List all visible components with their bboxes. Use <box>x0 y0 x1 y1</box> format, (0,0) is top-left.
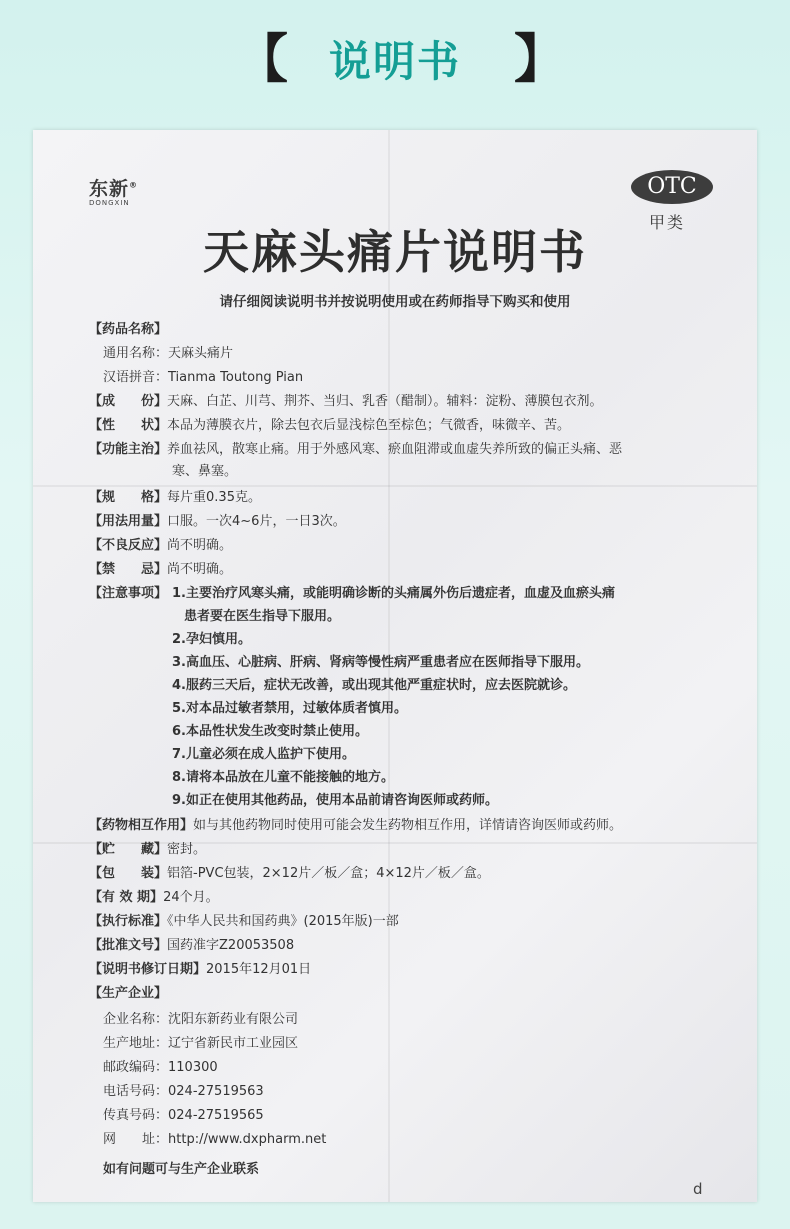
note-item: 3.高血压、心脏病、肝病、肾病等慢性病严重患者应在医师指导下服用。 <box>172 655 589 670</box>
note-item: 7.儿童必须在成人监护下使用。 <box>172 747 355 762</box>
note-item: 9.如正在使用其他药品，使用本品前请咨询医师或药师。 <box>172 793 498 808</box>
left-bracket: 【 <box>236 30 289 90</box>
adverse-row: 【不良反应】尚不明确。 <box>89 538 233 553</box>
appearance-row: 【性 状】本品为薄膜衣片，除去包衣后显浅棕色至棕色；气微香，味微辛、苦。 <box>89 418 571 433</box>
validity-row: 【有 效 期】24个月。 <box>89 890 219 905</box>
note-item: 4.服药三天后，症状无改善，或出现其他严重症状时，应去医院就诊。 <box>172 678 576 693</box>
function-row: 【功能主治】养血祛风，散寒止痛。用于外感风寒、瘀血阻滞或血虚失养所致的偏正头痛、恶 <box>89 442 623 457</box>
approval-row: 【批准文号】国药准字Z20053508 <box>89 938 295 953</box>
section-drug-name: 【药品名称】 <box>89 322 168 337</box>
corner-mark: d <box>693 1180 703 1198</box>
notes-label: 【注意事项】 <box>89 586 168 601</box>
otc-badge: OTC <box>631 170 713 204</box>
contraindication-row: 【禁 忌】尚不明确。 <box>89 562 233 577</box>
postcode-row: 邮政编码：110300 <box>103 1060 218 1075</box>
note-item: 1.主要治疗风寒头痛，或能明确诊断的头痛属外伤后遗症者，血虚及血瘀头痛 <box>172 586 615 601</box>
section-manufacturer: 【生产企业】 <box>89 986 168 1001</box>
revision-row: 【说明书修订日期】2015年12月01日 <box>89 962 312 977</box>
otc-class: 甲类 <box>649 213 686 232</box>
fax-row: 传真号码：024-27519565 <box>103 1108 264 1123</box>
function-row-cont: 寒、鼻塞。 <box>172 464 238 479</box>
instruction-sheet <box>33 130 757 1202</box>
package-row: 【包 装】铝箔-PVC包装，2×12片／板／盒；4×12片／板／盒。 <box>89 866 490 881</box>
registered-mark: ® <box>129 180 139 190</box>
interaction-row: 【药物相互作用】如与其他药物同时使用可能会发生药物相互作用，详情请咨询医师或药师。 <box>89 818 623 833</box>
note-item: 5.对本品过敏者禁用，过敏体质者慎用。 <box>172 701 407 716</box>
banner-title: 说明书 <box>328 37 461 86</box>
website-row: 网 址：http://www.dxpharm.net <box>103 1132 327 1147</box>
storage-row: 【贮 藏】密封。 <box>89 842 207 857</box>
usage-row: 【用法用量】口服。一次4~6片，一日3次。 <box>89 514 346 529</box>
generic-name-row: 通用名称：天麻头痛片 <box>103 346 234 361</box>
pinyin-row: 汉语拼音：Tianma Toutong Pian <box>103 370 304 385</box>
standard-row: 【执行标准】《中华人民共和国药典》(2015年版)一部 <box>89 914 399 929</box>
spec-row: 【规 格】每片重0.35克。 <box>89 490 261 505</box>
note-item: 8.请将本品放在儿童不能接触的地方。 <box>172 770 394 785</box>
brand-logo <box>89 174 138 207</box>
company-row: 企业名称：沈阳东新药业有限公司 <box>103 1012 299 1027</box>
note-item: 6.本品性状发生改变时禁止使用。 <box>172 724 368 739</box>
paper-fold <box>33 485 757 487</box>
header-banner <box>0 28 790 98</box>
brand-name: 东新 <box>89 178 130 200</box>
note-item: 患者要在医生指导下服用。 <box>184 609 341 624</box>
note-item: 2.孕妇慎用。 <box>172 632 251 647</box>
footer-contact-note: 如有问题可与生产企业联系 <box>103 1162 260 1177</box>
address-row: 生产地址：辽宁省新民市工业园区 <box>103 1036 299 1051</box>
phone-row: 电话号码：024-27519563 <box>103 1084 264 1099</box>
ingredients-row: 【成 份】天麻、白芷、川芎、荆芥、当归、乳香（醋制）。辅料：淀粉、薄膜包衣剂。 <box>89 394 603 409</box>
right-bracket: 】 <box>514 30 567 90</box>
document-subtitle: 请仔细阅读说明书并按说明使用或在药师指导下购买和使用 <box>219 294 571 310</box>
document-title: 天麻头痛片说明书 <box>203 225 587 279</box>
brand-name-en: DONGXIN <box>89 199 130 207</box>
